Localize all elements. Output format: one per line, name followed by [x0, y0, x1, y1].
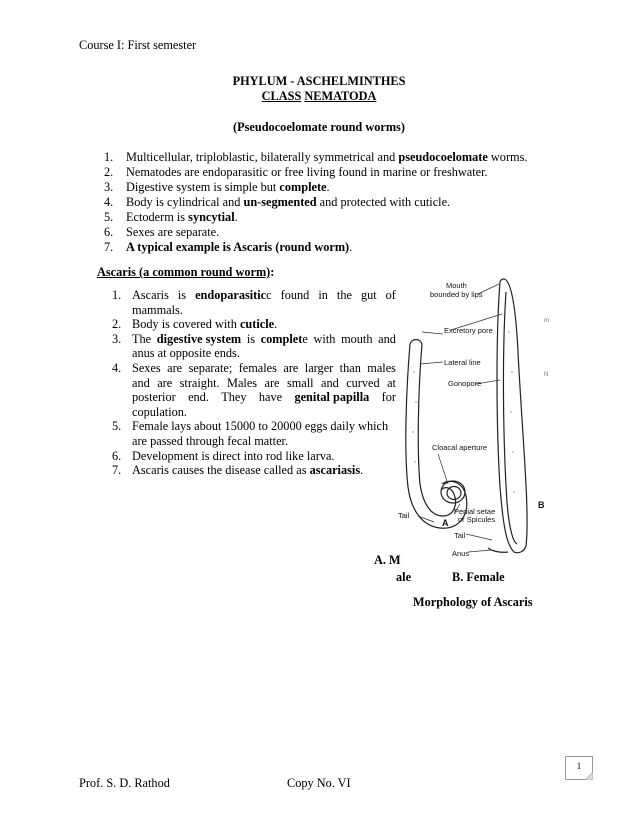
character-text: Sexes are separate. — [126, 225, 220, 239]
character-number: 6. — [104, 225, 114, 239]
ascaris-point-number: 3. — [112, 331, 122, 346]
characters-list — [104, 150, 564, 260]
character-number: 4. — [104, 195, 114, 209]
ascaris-heading-text: Ascaris (a common round worm) — [97, 265, 271, 279]
ascaris-point-line: copulation. — [132, 404, 187, 419]
ascaris-heading — [97, 265, 274, 280]
ascaris-point-line: posterior end. They have genital papilla for — [132, 390, 396, 405]
character-text: Digestive system is simple but complete. — [126, 180, 330, 194]
class-name: NEMATODA — [304, 89, 377, 103]
caption-b: B. Female — [452, 570, 505, 584]
ascaris-point-line: Body is covered with cuticle. — [132, 317, 278, 332]
ascaris-figure — [396, 272, 638, 572]
ascaris-point-line: Sexes are separate; females are larger than males — [132, 361, 396, 375]
caption-a-line1: A. M — [374, 553, 401, 567]
ascaris-point-number: 2. — [112, 317, 122, 332]
label-tail-female: Tail — [454, 531, 466, 540]
ascaris-point-number: 1. — [112, 288, 122, 302]
class-title — [0, 89, 638, 104]
ascaris-point-line: and are straight. Males are small and curved at — [132, 375, 396, 390]
character-text: Body is cylindrical and un-segmented and protected with cuticle. — [126, 195, 451, 209]
label-b: B — [538, 500, 545, 510]
caption-a-line2: ale — [396, 570, 412, 584]
page-number: 1 — [576, 761, 582, 771]
label-gonopore: Gonopore — [448, 379, 482, 388]
ascaris-point-line: are passed through fecal matter. — [132, 434, 289, 448]
female-worm-outer — [497, 279, 527, 553]
character-number: 7. — [104, 240, 114, 254]
ascaris-point-line: mammals. — [132, 302, 183, 317]
label-tail-male: Tail — [398, 511, 410, 520]
figure-title: Morphology of Ascaris — [413, 595, 533, 609]
ascaris-heading-colon: : — [270, 265, 275, 279]
edge-mark-n: N — [544, 372, 549, 378]
ascaris-point-line: Female lays about 15000 to 20000 eggs daily which — [132, 419, 389, 434]
male-worm-inner — [418, 344, 455, 516]
phylum-title: PHYLUM - ASCHELMINTHES — [232, 74, 406, 88]
label-mouth-lips: bounded by lips — [430, 290, 483, 299]
label-cloacal-aperture: Cloacal aperture — [432, 443, 488, 452]
footer-copy: Copy No. VI — [287, 776, 351, 790]
ascaris-point-number: 6. — [112, 448, 122, 463]
ascaris-point-line: Ascaris causes the disease called as ascariasis. — [132, 463, 364, 478]
course-header: Course I: First semester — [79, 38, 197, 52]
label-excretory-pore: Excretory pore — [444, 326, 493, 335]
label-spicules: or Spicules — [458, 515, 496, 524]
label-mouth: Mouth — [446, 281, 467, 290]
female-worm-inner — [503, 292, 517, 544]
page-curl-icon — [585, 772, 593, 780]
ascaris-point-line: anus at opposite ends. — [132, 346, 240, 361]
character-text: Ectoderm is syncytial. — [126, 210, 238, 224]
subtitle: (Pseudocoelomate round worms) — [233, 120, 405, 134]
ascaris-point-line: Ascaris is endoparasiticc found in the gut of — [132, 288, 396, 302]
character-text: Nematodes are endoparasitic or free living found in marine or freshwater. — [126, 165, 488, 179]
ascaris-point-number: 5. — [112, 419, 122, 434]
ascaris-point-number: 7. — [112, 463, 122, 478]
character-number: 2. — [104, 165, 114, 179]
label-penial-setae: Penial setae — [454, 507, 496, 516]
label-anus: Anus — [452, 549, 470, 558]
class-prefix: CLASS — [261, 89, 302, 103]
ascaris-points — [112, 288, 398, 488]
edge-mark-m: m — [544, 318, 549, 324]
ascaris-point-line: The digestive system is complete with mouth and — [132, 331, 396, 346]
page-number-box — [565, 756, 593, 780]
character-number: 3. — [104, 180, 114, 194]
character-text: A typical example is Ascaris (round worm). — [126, 240, 353, 254]
ascaris-point-number: 4. — [112, 361, 122, 375]
male-worm-outer — [406, 344, 467, 528]
label-lateral-line: Lateral line — [444, 358, 481, 367]
label-a: A — [442, 518, 449, 528]
footer-author: Prof. S. D. Rathod — [79, 776, 170, 790]
character-number: 1. — [104, 150, 114, 164]
character-text: Multicellular, triploblastic, bilaterally symmetrical and pseudocoelomate worms. — [126, 150, 528, 164]
character-number: 5. — [104, 210, 114, 224]
ascaris-point-line: Development is direct into rod like larva. — [132, 448, 335, 463]
